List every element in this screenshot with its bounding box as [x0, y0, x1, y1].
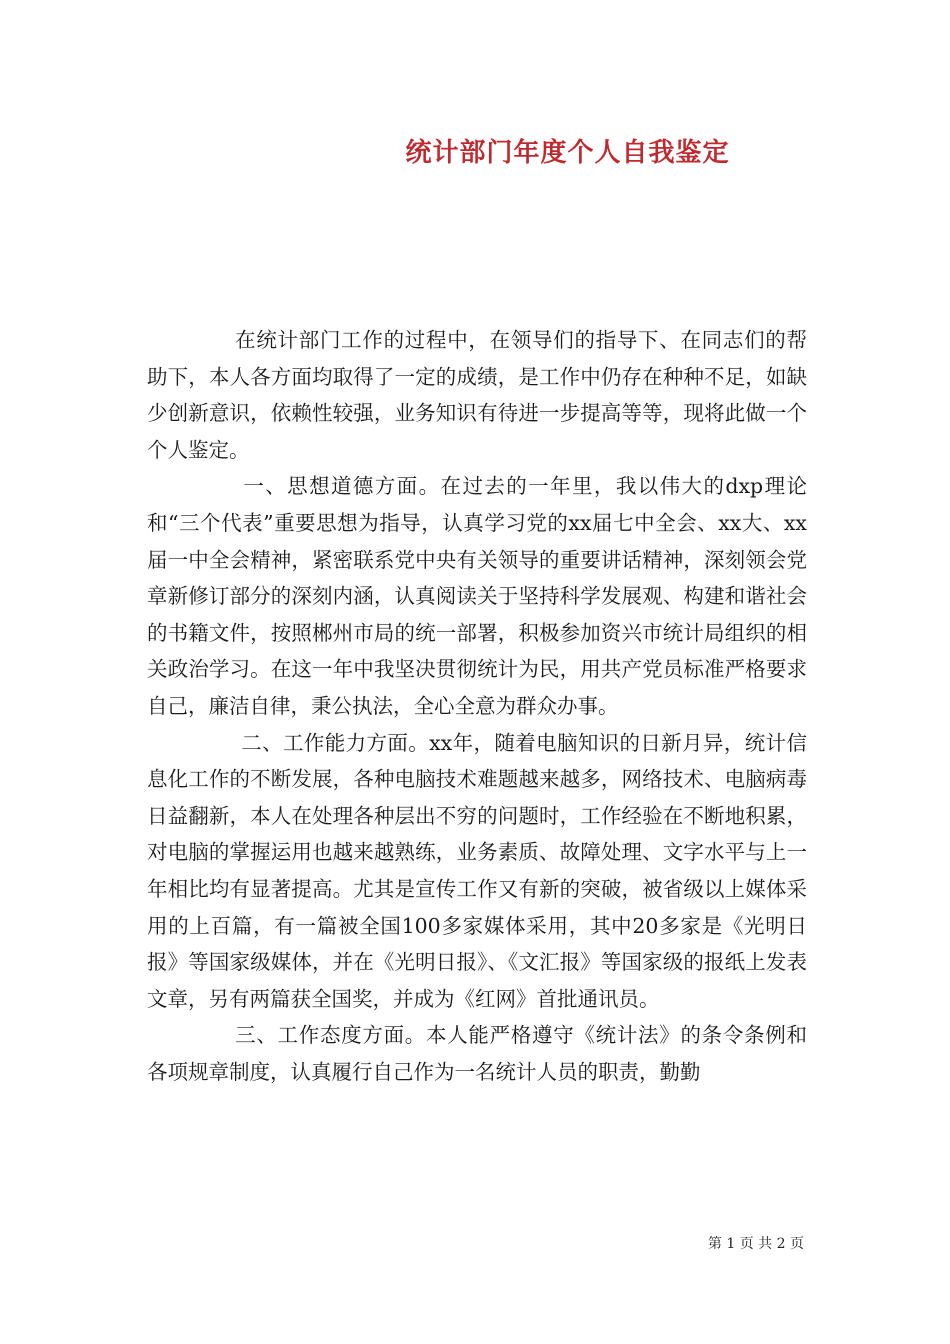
paragraph-intro: 在统计部门工作的过程中，在领导们的指导下、在同志们的帮助下，本人各方面均取得了一定的成绩，是工作中仍存在种种不足，如缺少创新意识，依赖性较强，业务知识有待进一步提高等等，现将此做一个个人鉴定。 — [147, 328, 807, 462]
paragraph-work-attitude: 三、工作态度方面。本人能严格遵守《统计法》的条令条例和各项规章制度，认真履行自己作为一名统计人员的职责，勤勤 — [147, 1023, 807, 1084]
page-number-footer: 第 1 页 共 2 页 — [707, 1236, 804, 1252]
document-title: 统计部门年度个人自我鉴定 — [405, 138, 730, 168]
document-body — [147, 322, 807, 1090]
paragraph-ideology: 一、思想道德方面。在过去的一年里，我以伟大的dxp理论和“三个代表”重要思想为指导，认真学习党的xx届七中全会、xx大、xx届一中全会精神，紧密联系党中央有关领导的重要讲话精神，深刻领会党章新修订部分的深刻内涵，认真阅读关于坚持科学发展观、构建和谐社会的书籍文件，按照郴州市局的统一部署，积极参加资兴市统计局组织的相关政治学习。在这一年中我坚决贯彻统计为民，用共产党员标准严格要求自己，廉洁自律，秉公执法，全心全意为群众办事。 — [147, 474, 807, 718]
paragraph-work-ability: 二、工作能力方面。xx年，随着电脑知识的日新月异，统计信息化工作的不断发展，各种电脑技术难题越来越多，网络技术、电脑病毒日益翻新，本人在处理各种层出不穷的问题时，工作经验在不断地积累，对电脑的掌握运用也越来越熟练，业务素质、故障处理、文字水平与上一年相比均有显著提高。尤其是宣传工作又有新的突破，被省级以上媒体采用的上百篇，有一篇被全国100多家媒体采用，其中20多家是《光明日报》等国家级媒体，并在《光明日报》、《文汇报》等国家级的报纸上发表文章，另有两篇获全国奖，并成为《红网》首批通讯员。 — [147, 730, 807, 1011]
